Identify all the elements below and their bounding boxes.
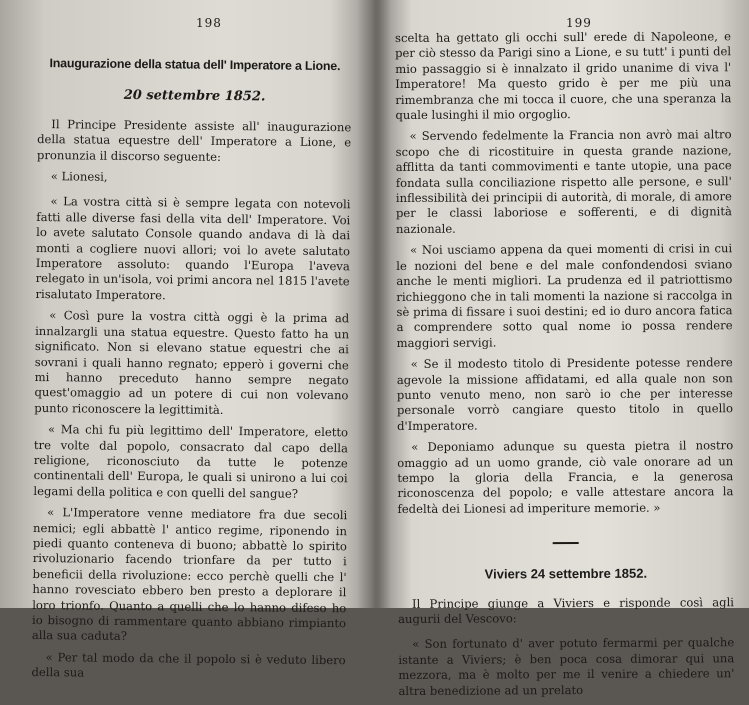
paragraph: « Son fortunato d' aver potuto fermarmi per qualche istante a Viviers; è ben poca cosa dimorar qui una mezzora, ma è molto per me il venire a chiedere un' altra benedizione ad un prelato: [398, 635, 735, 698]
paragraph: « Deponiamo adunque su questa pietra il nostro omaggio ad un uomo grande, ciò vale onorare ad un tempo la gloria della Francia, e la generosa riconoscenza del popolo; e valle attestare ancora la fedeltà dei Lionesi ad imperiture memorie. »: [397, 438, 734, 516]
section-divider: [553, 542, 579, 544]
page-number: 198: [196, 16, 222, 30]
paragraph: scelta ha gettato gli occhi sull' erede di Napoleone, e per ciò stesso da Parigi sino a Lione, e su tutt' i punti del mio passaggio si è innalzato il grido unanime di viva l' Imperatore! Ma questo grido è per me più una rimembranza che mi tocca il cuore, che una speranza la quale lusinghi il mio orgoglio.: [395, 29, 732, 123]
paragraph: « L'Imperatore venne mediatore fra due secoli nemici; egli abbattè l' antico regime, riponendo in piedi quanto conteneva di buono; abbattè lo spirito rivoluzionario facendo trionfare da per tutto i beneficii della rivoluzione: ecco perchè quelli che l' hanno rovesciato ebbero ben presto a deplorare il loro trionfo. Quanto a quelli che lo hanno difeso ho io bisogno di rammentare quanto abbiano rimpianto alla sua caduta?: [31, 505, 348, 644]
left-page-content: [31, 56, 352, 690]
paragraph: « La vostra città si è sempre legata con notevoli fatti alle diverse fasi della vita dell' Imperatore. Voi lo avete salutato Console quando andava di là dai monti a cogliere nuovi allori; voi lo avete salutato Imperatore assoluto: quando l'Europa l'aveva relegato in un'isola, voi primi ancora nel 1815 l'avete risalutato Imperatore.: [35, 194, 351, 303]
section-title: Viviers 24 settembre 1852.: [484, 565, 648, 582]
left-page: [0, 0, 370, 680]
paragraph: « Per tal modo da che il popolo si è veduto libero della sua: [31, 649, 346, 680]
paragraph: « Ma chi fu più legittimo dell' Imperatore, eletto tre volte dal popolo, consacrato dal capo della religione, riconosciuto da tutte le potenze continentali dell' Europa, le quali si unirono a lui coi legami della politica e con quelli del sangue?: [33, 422, 349, 501]
paragraph: « Noi usciamo appena da quei momenti di crisi in cui le nozioni del bene e del male confondendosi sviano anche le menti migliori. La prudenza ed il patriottismo richieggono che in tali momenti la nazione si raccolga in sè prima di fissare i suoi destini; ed io duro ancora fatica a comprendere sotto qual nome io possa rendere maggiori servigi.: [396, 241, 733, 350]
page-number: 199: [566, 16, 592, 30]
paragraph: « Servendo fedelmente la Francia non avrò mai altro scopo che di ricostituire in questa grande nazione, afflitta da tanti commovimenti e tante utopie, una pace fondata sulla conciliazione rispetto alle persone, e sull' inflessibilità dei principii di autorità, di morale, di amore per le classi laboriose e sofferenti, e di dignità nazionale.: [395, 127, 732, 236]
section-date: 20 settembre 1852.: [123, 88, 266, 105]
paragraph: « Così pure la vostra città oggi è la prima ad innalzargli una statua equestre. Questo fatto ha un significato. Non si elevano statue equestri che ai sovrani i quali hanno regnato; epperò i governi che mi hanno preceduto hanno sempre negato quest'omaggio ad un potere di cui non volevano punto riconoscere la legittimità.: [34, 308, 350, 417]
paragraph: Il Principe giunge a Viviers e risponde così agli augurii del Vescovo:: [398, 594, 735, 626]
paragraph: « Lionesi,: [50, 169, 108, 184]
section-title: Inaugurazione della statua dell' Imperatore a Lione.: [49, 56, 341, 74]
paragraph: Il Principe Presidente assiste all' inaugurazione della statua equestre dell' Imperatore a Lione, e pronunzia il discorso seguente:: [36, 116, 352, 164]
right-page: [375, 0, 749, 698]
paragraph: « Se il modesto titolo di Presidente potesse rendere agevole la missione affidatami, ed alla quale non son punto venuto meno, non sarò io che per interesse personale vorrò cangiare questo titolo in quello d'Imperatore.: [396, 355, 734, 433]
right-page-content: [395, 29, 735, 705]
